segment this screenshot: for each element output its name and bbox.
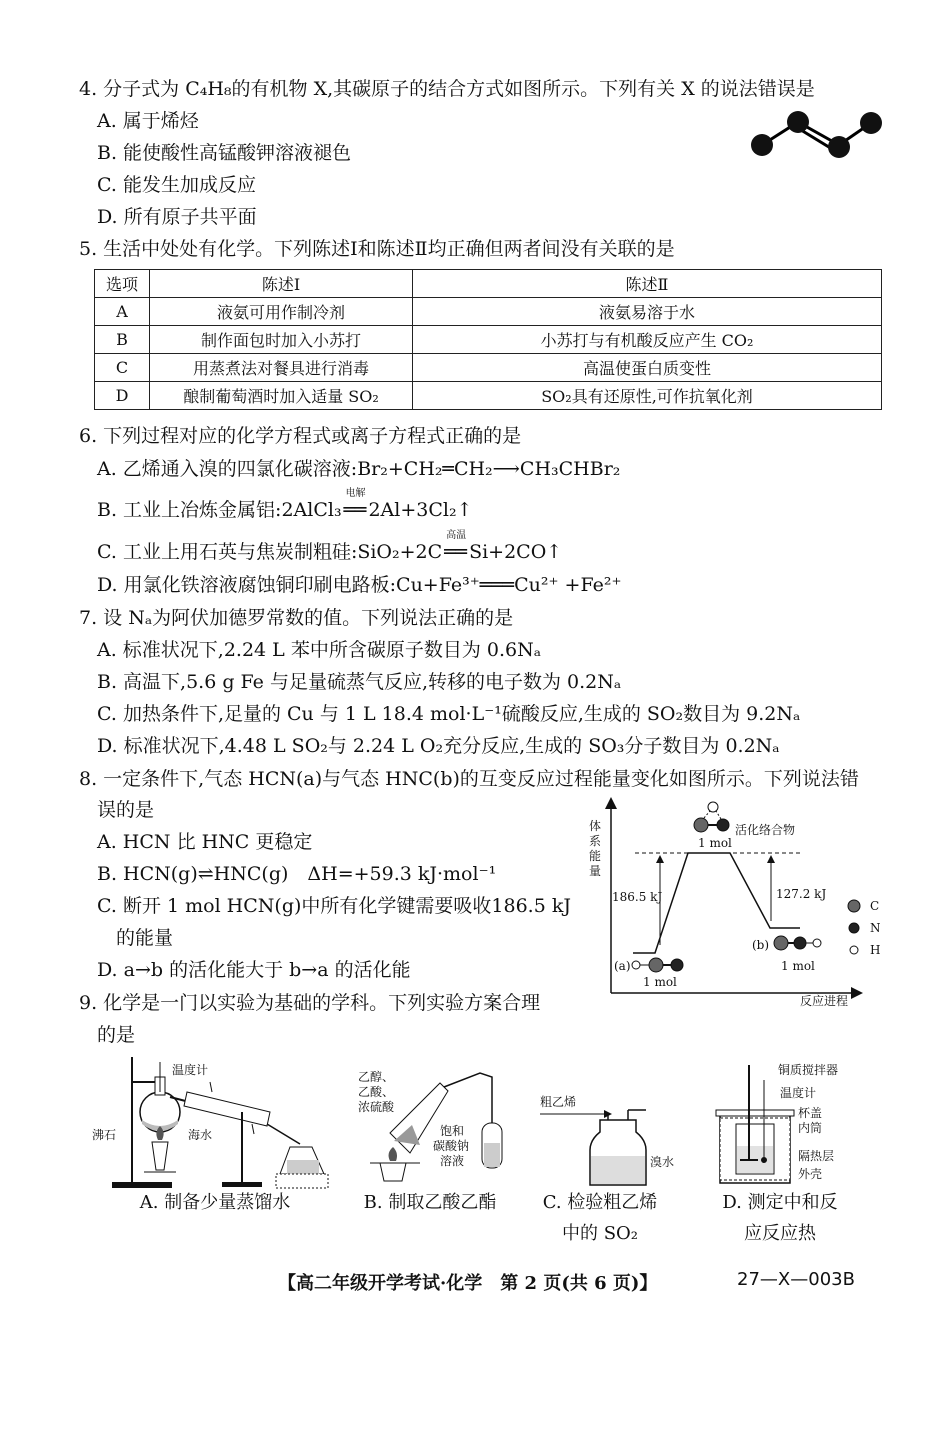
cell: A — [95, 298, 150, 326]
page-footer: 【高二年级开学考试·化学 第 2 页(共 6 页)】 — [278, 1273, 658, 1294]
q6-c-left: C. 工业上用石英与焦炭制粗硅:SiO₂+2C — [97, 541, 443, 563]
header-statement-2: 陈述Ⅱ — [413, 270, 882, 298]
caption-c: C. 检验粗乙烯 — [542, 1192, 658, 1213]
q6-option-d: D. 用氯化铁溶液腐蚀铜印刷电路板:Cu+Fe³⁺═══Cu²⁺ +Fe²⁺ — [97, 574, 622, 596]
table-row — [95, 298, 882, 326]
q7-option-c: C. 加热条件下,足量的 Cu 与 1 L 18.4 mol·L⁻¹硫酸反应,生成的 SO₂数目为 9.2Nₐ — [97, 703, 801, 725]
cell: 酿制葡萄酒时加入适量 SO₂ — [150, 382, 413, 410]
cell: 制作面包时加入小苏打 — [150, 326, 413, 354]
caption-a: A. 制备少量蒸馏水 — [139, 1192, 291, 1213]
q7-option-d: D. 标准状况下,4.48 L SO₂与 2.24 L O₂充分反应,生成的 SO₃分子数目为 0.2Nₐ — [97, 735, 780, 757]
q4-option-c: C. 能发生加成反应 — [97, 174, 256, 196]
label-bromine-water: 溴水 — [650, 1155, 675, 1169]
activated-complex-label: 活化络合物 — [735, 823, 796, 837]
caption-d-continued: 应反应热 — [744, 1223, 816, 1244]
label-copper-stirrer: 铜质搅拌器 — [778, 1063, 839, 1077]
label-thermometer-2: 温度计 — [780, 1086, 817, 1100]
q8-option-c: C. 断开 1 mol HCN(g)中所有化学键需要吸收186.5 kJ — [97, 895, 571, 917]
complex-n-atom — [717, 819, 729, 831]
apparatus-c-gas-wash — [538, 1080, 688, 1190]
q5-stem: 5. 生活中处处有化学。下列陈述Ⅰ和陈述Ⅱ均正确但两者间没有关联的是 — [79, 238, 675, 260]
q6-b-right: 2Al+3Cl₂↑ — [368, 499, 473, 521]
q8-stem: 8. 一定条件下,气态 HCN(a)与气态 HNC(b)的互变反应过程能量变化如图所示。下列说法错 — [79, 768, 859, 790]
table-row — [95, 354, 882, 382]
y-axis-label-2: 系 — [589, 834, 602, 848]
complex-c-atom — [694, 818, 708, 832]
label-lid: 杯盖 — [798, 1106, 823, 1120]
label-na2co3-1: 饱和 — [440, 1124, 465, 1138]
header-statement-1: 陈述Ⅰ — [150, 270, 413, 298]
label-seawater: 海水 — [188, 1128, 213, 1142]
label-na2co3-2: 碳酸钠 — [433, 1139, 470, 1153]
state-a-label: (a) — [614, 959, 631, 973]
q6-option-b — [97, 488, 473, 523]
q7-option-b: B. 高温下,5.6 g Fe 与足量硫蒸气反应,转移的电子数为 0.2Nₐ — [97, 671, 622, 693]
label-reagent-3: 浓硫酸 — [358, 1100, 395, 1114]
q5-table — [94, 269, 882, 410]
q7-stem: 7. 设 Nₐ为阿伏加德罗常数的值。下列说法正确的是 — [79, 607, 514, 629]
caption-b: B. 制取乙酸乙酯 — [363, 1192, 497, 1213]
q6-option-a: A. 乙烯通入溴的四氯化碳溶液:Br₂+CH₂═CH₂⟶CH₃CHBr₂ — [97, 458, 621, 480]
q6-b-condition: 电解 ══ — [343, 488, 367, 521]
cell: 液氨可用作制冷剂 — [150, 298, 413, 326]
energy-right-label: 127.2 kJ — [776, 887, 827, 901]
q6-c-condition-text: 高温 — [446, 530, 467, 541]
y-axis-label-3: 能 — [589, 849, 602, 863]
label-inner-cylinder: 内筒 — [798, 1121, 823, 1135]
energy-left-label: 186.5 kJ — [612, 890, 663, 904]
table-header-row — [95, 270, 882, 298]
cell: B — [95, 326, 150, 354]
q4-stem: 4. 分子式为 C₄H₈的有机物 X,其碳原子的结合方式如图所示。下列有关 X 的说法错误是 — [79, 78, 815, 100]
complex-h-atom — [708, 802, 718, 812]
cell: 液氨易溶于水 — [413, 298, 882, 326]
cell: C — [95, 354, 150, 382]
y-axis-label-4: 量 — [589, 864, 602, 878]
apparatus-a-distillation — [92, 1052, 332, 1192]
energy-diagram — [585, 795, 890, 1015]
legend-n-label: N — [870, 921, 881, 935]
cell: 用蒸煮法对餐具进行消毒 — [150, 354, 413, 382]
q6-c-condition: 高温 ══ — [444, 530, 468, 563]
q4-option-a: A. 属于烯烃 — [97, 110, 199, 132]
q4-option-b: B. 能使酸性高锰酸钾溶液褪色 — [97, 142, 352, 164]
cell: 高温使蛋白质变性 — [413, 354, 882, 382]
table-row — [95, 382, 882, 410]
q4-option-d: D. 所有原子共平面 — [97, 206, 257, 228]
state-b-label: (b) — [752, 938, 770, 952]
exam-code: 27—X—003B — [737, 1269, 855, 1290]
label-na2co3-3: 溶液 — [440, 1154, 465, 1168]
label-insulation: 隔热层 — [798, 1149, 835, 1163]
label-reagent-1: 乙醇、 — [358, 1070, 395, 1084]
q8-stem-continued: 误的是 — [97, 799, 155, 821]
cell: SO₂具有还原性,可作抗氧化剂 — [413, 382, 882, 410]
legend-h-label: H — [870, 943, 881, 957]
q8-option-b: B. HCN(g)⇌HNC(g) ΔH=+59.3 kJ·mol⁻¹ — [97, 863, 497, 885]
label-outer-shell: 外壳 — [798, 1167, 823, 1181]
butene-carbon-skeleton — [745, 105, 885, 165]
x-axis-label: 反应进程 — [800, 994, 849, 1008]
q7-option-a: A. 标准状况下,2.24 L 苯中所含碳原子数目为 0.6Nₐ — [97, 639, 542, 661]
q6-b-left: B. 工业上冶炼金属铝:2AlCl₃ — [97, 499, 342, 521]
q6-b-condition-text: 电解 — [345, 488, 366, 499]
mol-b-label: 1 mol — [781, 959, 815, 973]
cell: D — [95, 382, 150, 410]
q6-stem: 6. 下列过程对应的化学方程式或离子方程式正确的是 — [79, 425, 522, 447]
q8-option-a: A. HCN 比 HNC 更稳定 — [97, 831, 313, 853]
q9-stem-continued: 的是 — [97, 1024, 136, 1046]
label-thermometer: 温度计 — [172, 1063, 209, 1077]
mol-top-label: 1 mol — [698, 836, 732, 850]
q6-option-c — [97, 530, 563, 565]
y-axis-label-1: 体 — [589, 819, 602, 833]
q6-c-right: Si+2CO↑ — [469, 541, 563, 563]
label-crude-ethylene: 粗乙烯 — [540, 1095, 577, 1109]
caption-d: D. 测定中和反 — [722, 1192, 838, 1213]
legend-h-icon — [850, 946, 858, 954]
mol-a-label: 1 mol — [643, 975, 677, 989]
label-boiling-chips: 沸石 — [92, 1128, 117, 1142]
table-row — [95, 326, 882, 354]
apparatus-b-ester — [350, 1063, 520, 1193]
label-reagent-2: 乙酸、 — [358, 1085, 395, 1099]
q9-stem: 9. 化学是一门以实验为基础的学科。下列实验方案合理 — [79, 992, 541, 1014]
apparatus-d-calorimeter — [712, 1060, 862, 1190]
legend-c-icon — [848, 900, 860, 912]
legend-n-icon — [849, 923, 859, 933]
header-option: 选项 — [95, 270, 150, 298]
q8-option-d: D. a→b 的活化能大于 b→a 的活化能 — [97, 959, 411, 981]
legend-c-label: C — [870, 899, 880, 913]
caption-c-continued: 中的 SO₂ — [561, 1223, 639, 1244]
q8-option-c-continued: 的能量 — [97, 927, 174, 949]
cell: 小苏打与有机酸反应产生 CO₂ — [413, 326, 882, 354]
